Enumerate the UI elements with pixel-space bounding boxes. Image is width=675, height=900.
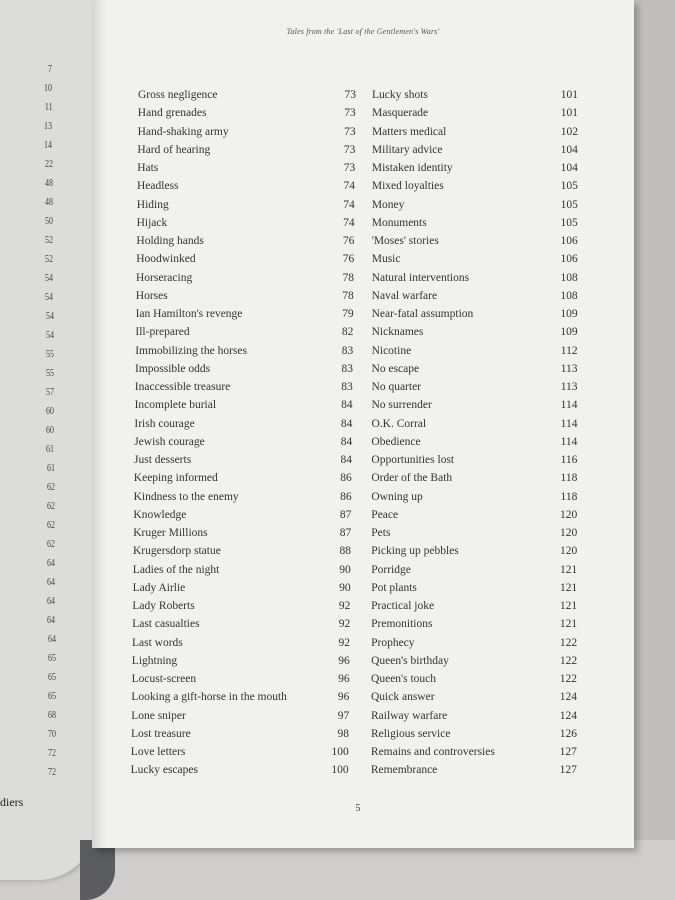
- entry-title: Hats: [137, 162, 159, 174]
- entry-title: Matters medical: [371, 125, 447, 138]
- contents-entry: [371, 545, 601, 561]
- entry-page-number: 84: [340, 435, 353, 448]
- entry-page-number: 109: [560, 326, 578, 339]
- left-page: [0, 0, 98, 880]
- contents-entry: [372, 345, 602, 361]
- entry-page-number: 121: [559, 600, 578, 612]
- contents-entry: [134, 418, 364, 434]
- entry-title: Porridge: [371, 563, 411, 576]
- entry-title: Pot plants: [371, 581, 417, 594]
- entry-page-number: 121: [559, 563, 578, 576]
- entry-page-number: 127: [559, 746, 577, 758]
- left-page-number: 7: [48, 64, 52, 75]
- entry-page-number: 73: [344, 107, 356, 120]
- entry-page-number: 109: [560, 308, 578, 320]
- left-page-fragment: diers: [0, 795, 24, 809]
- entry-title: Hand grenades: [137, 107, 207, 120]
- entry-page-number: 116: [560, 454, 578, 466]
- entry-page-number: 105: [560, 180, 578, 193]
- contents-entry: [371, 655, 601, 671]
- entry-page-number: 124: [559, 709, 577, 722]
- contents-entry: [371, 436, 601, 452]
- entry-page-number: 118: [560, 490, 578, 503]
- entry-page-number: 100: [331, 746, 349, 758]
- left-page-number: 65: [47, 672, 56, 683]
- entry-title: Mistaken identity: [371, 162, 453, 174]
- left-page-number: 48: [44, 178, 53, 189]
- entry-title: Lady Airlie: [132, 581, 186, 594]
- entry-title: No quarter: [371, 381, 422, 393]
- entry-title: Lost treasure: [131, 727, 191, 740]
- entry-page-number: 120: [560, 508, 578, 521]
- entry-page-number: 96: [338, 654, 350, 667]
- entry-title: Hand-shaking army: [137, 125, 229, 138]
- entry-page-number: 86: [340, 472, 352, 485]
- contents-entry: [371, 509, 601, 525]
- entry-title: Remembrance: [370, 764, 438, 777]
- contents-entry: [132, 637, 362, 653]
- contents-entry: [371, 728, 601, 744]
- entry-page-number: 74: [343, 216, 355, 229]
- entry-title: Money: [371, 198, 405, 211]
- entry-page-number: 92: [338, 600, 351, 612]
- entry-page-number: 96: [337, 691, 350, 704]
- contents-entry: [371, 418, 601, 434]
- entry-page-number: 83: [341, 381, 353, 393]
- entry-title: Nicotine: [371, 344, 412, 357]
- entry-title: Kruger Millions: [133, 527, 208, 539]
- contents-entry: [372, 381, 602, 397]
- entry-page-number: 88: [339, 545, 351, 558]
- contents-entry: [132, 618, 362, 634]
- entry-title: Last casualties: [132, 618, 200, 631]
- left-page-number: 62: [46, 482, 55, 493]
- contents-entry: [132, 600, 362, 616]
- entry-page-number: 98: [337, 727, 349, 740]
- entry-title: 'Moses' stories: [371, 235, 439, 247]
- left-page-number: 62: [46, 501, 55, 512]
- contents-entry: [134, 454, 364, 470]
- entry-title: Keeping informed: [133, 472, 218, 485]
- contents-entry: [372, 290, 602, 306]
- entry-title: Looking a gift-horse in the mouth: [131, 691, 287, 704]
- entry-page-number: 112: [560, 344, 578, 357]
- left-page-number: 52: [45, 254, 54, 265]
- entry-title: Remains and controversies: [370, 746, 495, 758]
- entry-title: Hard of hearing: [137, 143, 211, 156]
- contents-page: [92, 0, 634, 848]
- contents-entry: [135, 381, 365, 397]
- entry-title: Impossible odds: [135, 362, 211, 375]
- contents-entry: [371, 691, 601, 707]
- contents-entry: [135, 399, 365, 415]
- entry-page-number: 122: [559, 673, 578, 685]
- entry-title: Quick answer: [371, 691, 435, 704]
- entry-title: Monuments: [371, 216, 427, 229]
- entry-page-number: 87: [339, 527, 352, 539]
- entry-title: Owning up: [371, 490, 423, 503]
- left-page-number: 60: [46, 425, 55, 436]
- contents-entry: [372, 326, 602, 342]
- left-page-number: 64: [47, 634, 56, 645]
- contents-entry: [132, 655, 362, 671]
- entry-page-number: 106: [560, 235, 578, 247]
- left-page-number: 54: [45, 273, 54, 284]
- contents-entry: [371, 399, 601, 415]
- left-page-number: 64: [47, 577, 56, 588]
- entry-page-number: 105: [560, 216, 578, 229]
- entry-page-number: 121: [559, 581, 578, 594]
- entry-title: Opportunities lost: [371, 454, 455, 466]
- contents-entry: [371, 764, 601, 780]
- left-page-number: 11: [44, 102, 53, 113]
- entry-title: Jewish courage: [134, 435, 205, 448]
- entry-page-number: 102: [560, 125, 578, 138]
- entry-page-number: 118: [560, 472, 578, 485]
- contents-entry: [133, 509, 363, 525]
- entry-title: Last words: [132, 636, 183, 649]
- contents-entry: [371, 710, 601, 726]
- contents-entry: [137, 217, 367, 233]
- entry-title: Pets: [371, 527, 391, 539]
- entry-page-number: 122: [559, 636, 578, 649]
- left-page-number: 64: [47, 615, 56, 626]
- contents-entry: [371, 491, 601, 507]
- contents-entry: [136, 272, 366, 288]
- entry-page-number: 122: [559, 654, 578, 667]
- contents-entry: [136, 253, 366, 269]
- entry-page-number: 92: [338, 636, 350, 649]
- entry-page-number: 120: [560, 545, 578, 558]
- entry-page-number: 76: [342, 235, 355, 247]
- entry-title: Just desserts: [134, 454, 192, 466]
- entry-title: Lady Roberts: [132, 600, 195, 612]
- contents-entry: [371, 673, 601, 689]
- contents-entry: [133, 564, 363, 580]
- contents-entry: [372, 217, 602, 233]
- left-page-number: 14: [44, 140, 53, 151]
- entry-title: Mixed loyalties: [371, 180, 444, 193]
- contents-entry: [137, 199, 367, 215]
- left-page-number: 64: [47, 558, 56, 569]
- entry-title: Gross negligence: [138, 89, 218, 101]
- entry-title: Ian Hamilton's revenge: [135, 308, 243, 320]
- entry-page-number: 108: [560, 289, 578, 302]
- left-page-number: 54: [45, 330, 54, 341]
- entry-title: Holding hands: [136, 235, 204, 247]
- entry-page-number: 74: [343, 198, 355, 211]
- entry-page-number: 84: [341, 399, 353, 412]
- contents-entry: [371, 527, 601, 543]
- entry-title: Queen's birthday: [371, 654, 449, 667]
- contents-entry: [372, 162, 602, 178]
- entry-title: Love letters: [130, 746, 186, 758]
- entry-page-number: 73: [344, 89, 356, 101]
- entry-page-number: 82: [341, 326, 354, 339]
- entry-page-number: 108: [560, 271, 578, 284]
- entry-page-number: 90: [339, 563, 351, 576]
- contents-entry: [136, 290, 366, 306]
- left-page-number: 65: [47, 691, 56, 702]
- entry-page-number: 113: [560, 381, 578, 393]
- entry-title: Obedience: [371, 435, 421, 448]
- left-page-number: 64: [47, 596, 56, 607]
- entry-title: Horseracing: [136, 271, 193, 284]
- entry-title: Locust-screen: [131, 673, 197, 685]
- contents-entry: [371, 618, 601, 634]
- entry-page-number: 127: [559, 764, 577, 777]
- entry-page-number: 101: [560, 107, 578, 120]
- entry-page-number: 74: [343, 180, 355, 193]
- left-page-number: 61: [46, 463, 55, 474]
- left-page-number: 72: [48, 767, 56, 778]
- entry-title: Hiding: [136, 198, 169, 211]
- contents-entry: [133, 545, 363, 561]
- contents-entry: [372, 144, 602, 160]
- entry-title: Near-fatal assumption: [371, 308, 474, 320]
- contents-entry: [372, 235, 602, 251]
- left-page-number: 60: [46, 406, 55, 417]
- left-page-number: 54: [45, 311, 54, 322]
- left-page-number: 65: [47, 653, 56, 664]
- contents-entry: [131, 764, 361, 780]
- entry-page-number: 83: [341, 344, 354, 357]
- contents-entry: [133, 582, 363, 598]
- contents-entry: [371, 564, 601, 580]
- entry-title: Kindness to the enemy: [133, 490, 239, 503]
- entry-title: Lightning: [131, 654, 178, 667]
- entry-page-number: 92: [338, 618, 351, 631]
- entry-title: Headless: [137, 180, 179, 193]
- entry-page-number: 113: [560, 362, 578, 375]
- entry-page-number: 96: [338, 673, 350, 685]
- contents-entry: [132, 673, 362, 689]
- contents-entry: [131, 728, 361, 744]
- left-page-number: 62: [47, 539, 55, 550]
- entry-page-number: 114: [560, 435, 578, 448]
- entry-title: Practical joke: [371, 600, 435, 612]
- entry-title: Lucky shots: [372, 89, 428, 101]
- contents-entry: [372, 89, 602, 105]
- entry-title: No escape: [371, 362, 420, 375]
- entry-page-number: 101: [560, 89, 578, 101]
- entry-page-number: 120: [560, 527, 578, 539]
- left-page-number: 57: [46, 387, 55, 398]
- entry-page-number: 76: [342, 253, 355, 266]
- entry-title: Lone sniper: [131, 709, 186, 722]
- entry-title: Irish courage: [134, 417, 195, 430]
- contents-entry: [372, 126, 602, 142]
- contents-entry: [137, 162, 367, 178]
- entry-title: Railway warfare: [370, 709, 448, 722]
- contents-entry: [135, 363, 365, 379]
- left-page-number: 68: [48, 710, 56, 721]
- contents-entry: [138, 107, 368, 123]
- contents-entry: [138, 126, 368, 142]
- entry-page-number: 90: [339, 581, 351, 594]
- entry-title: Hijack: [136, 216, 168, 229]
- entry-title: O.K. Corral: [371, 417, 427, 430]
- contents-entry: [133, 527, 363, 543]
- entry-page-number: 104: [560, 143, 578, 156]
- contents-entry: [131, 691, 361, 707]
- entry-title: No surrender: [371, 399, 432, 412]
- entry-title: Horses: [135, 289, 168, 302]
- entry-page-number: 121: [559, 618, 578, 631]
- contents-entry: [372, 308, 602, 324]
- entry-page-number: 124: [559, 691, 577, 704]
- contents-entry: [372, 272, 602, 288]
- entry-title: Music: [371, 253, 401, 266]
- entry-title: Ill-prepared: [135, 326, 190, 339]
- contents-entry: [372, 253, 602, 269]
- page-number: 5: [355, 803, 361, 814]
- gutter-shadow: [92, 0, 106, 848]
- entry-title: Queen's touch: [371, 673, 437, 685]
- contents-entry: [372, 363, 602, 379]
- left-page-number: 13: [44, 121, 53, 132]
- entry-page-number: 84: [340, 454, 352, 466]
- entry-title: Naval warfare: [371, 289, 438, 302]
- entry-title: Premonitions: [371, 618, 433, 631]
- contents-entry: [137, 180, 367, 196]
- entry-title: Order of the Bath: [371, 472, 453, 485]
- left-page-number: 10: [44, 83, 53, 94]
- entry-page-number: 73: [343, 143, 356, 156]
- contents-entry: [136, 308, 366, 324]
- entry-page-number: 73: [343, 162, 356, 174]
- left-page-number: 62: [46, 520, 55, 531]
- left-page-number: 55: [45, 349, 54, 360]
- entry-page-number: 105: [560, 198, 578, 211]
- entry-page-number: 126: [559, 727, 577, 740]
- left-page-number: 70: [48, 729, 56, 740]
- entry-title: Natural interventions: [371, 271, 470, 284]
- contents-entry: [135, 326, 365, 342]
- entry-title: Prophecy: [371, 636, 415, 649]
- contents-entry: [372, 199, 602, 215]
- left-page-number: 54: [45, 292, 54, 303]
- entry-title: Peace: [371, 508, 399, 521]
- entry-page-number: 78: [342, 289, 354, 302]
- entry-page-number: 104: [560, 162, 578, 174]
- entry-title: Krugersdorp statue: [133, 545, 221, 558]
- entry-title: Military advice: [371, 143, 443, 156]
- contents-entry: [371, 600, 601, 616]
- entry-page-number: 87: [339, 508, 352, 521]
- left-page-number: 72: [48, 748, 56, 759]
- left-page-number: 61: [46, 444, 55, 455]
- entry-title: Immobilizing the horses: [135, 344, 247, 357]
- entry-title: Lucky escapes: [130, 764, 198, 777]
- contents-entry: [136, 235, 366, 251]
- entry-page-number: 114: [560, 399, 578, 412]
- contents-entry: [137, 144, 367, 160]
- contents-entry: [134, 491, 364, 507]
- entry-page-number: 86: [340, 490, 352, 503]
- entry-title: Ladies of the night: [132, 563, 220, 576]
- entry-page-number: 106: [560, 253, 578, 266]
- left-page-number: 22: [44, 159, 53, 170]
- left-page-number: 55: [45, 368, 54, 379]
- entry-page-number: 100: [331, 764, 349, 777]
- contents-entry: [135, 345, 365, 361]
- contents-entry: [131, 746, 361, 762]
- contents-entry: [371, 637, 601, 653]
- entry-page-number: 114: [560, 417, 578, 430]
- contents-entry: [371, 746, 601, 762]
- entry-title: Incomplete burial: [134, 399, 217, 412]
- contents-entry: [134, 436, 364, 452]
- entry-page-number: 97: [337, 709, 350, 722]
- left-page-number: 50: [44, 216, 53, 227]
- contents-entry: [131, 710, 361, 726]
- contents-entry: [372, 107, 602, 123]
- left-page-number: 52: [45, 235, 54, 246]
- contents-entry: [138, 89, 368, 105]
- entry-page-number: 79: [342, 308, 354, 320]
- entry-title: Picking up pebbles: [371, 545, 459, 558]
- entry-page-number: 73: [344, 125, 356, 138]
- entry-title: Hoodwinked: [136, 253, 196, 266]
- entry-page-number: 84: [340, 417, 353, 430]
- running-header: Tales from the 'Last of the Gentlemen's Wars': [286, 27, 440, 36]
- contents-entry: [371, 582, 601, 598]
- entry-title: Knowledge: [133, 508, 187, 521]
- entry-title: Masquerade: [371, 107, 429, 120]
- entry-page-number: 78: [342, 271, 354, 284]
- contents-entry: [371, 454, 601, 470]
- entry-page-number: 83: [341, 362, 353, 375]
- entry-title: Nicknames: [371, 326, 424, 339]
- contents-entry: [372, 180, 602, 196]
- entry-title: Religious service: [370, 727, 451, 740]
- left-page-number: 48: [44, 197, 53, 208]
- contents-entry: [371, 472, 601, 488]
- contents-entry: [134, 472, 364, 488]
- entry-title: Inaccessible treasure: [134, 381, 231, 393]
